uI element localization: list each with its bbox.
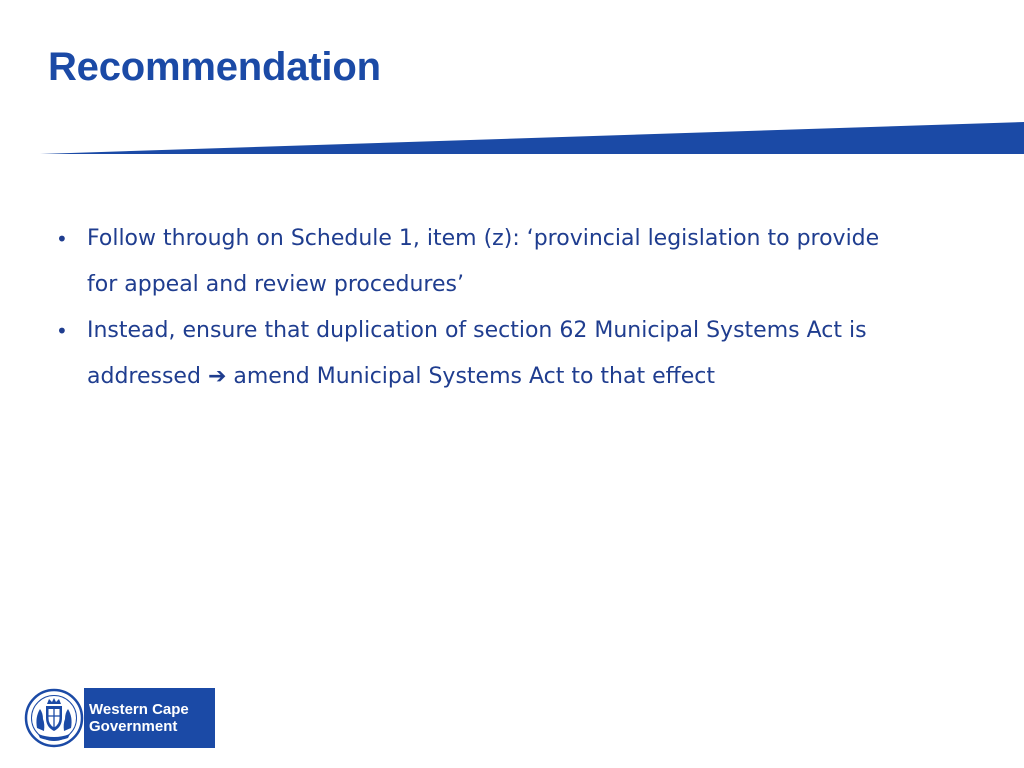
bullet-text-after-arrow: amend Municipal Systems Act to that effect	[226, 364, 716, 389]
bullet-marker: •	[56, 319, 68, 343]
bullet-text: Follow through on Schedule 1, item (z): ‘provincial legislation to provide for appeal and review procedures’	[87, 226, 880, 297]
logo-line-2: Government	[89, 718, 178, 735]
western-cape-government-logo	[24, 688, 215, 748]
header-swoosh-divider	[0, 118, 1024, 158]
coat-of-arms-icon	[24, 688, 84, 748]
bullet-item-duplication	[56, 308, 916, 400]
slide-title: Recommendation	[48, 45, 381, 89]
bullet-item-schedule	[56, 216, 916, 308]
bullet-list	[56, 216, 916, 400]
crest-area	[24, 688, 84, 748]
logo-line-1: Western Cape	[89, 701, 189, 718]
bullet-marker: •	[56, 227, 68, 251]
bullet-text-before-arrow: Instead, ensure that duplication of section 62 Municipal Systems Act is addressed	[87, 318, 867, 389]
logo-wordmark	[84, 688, 215, 748]
right-arrow-icon: ➔	[207, 364, 227, 389]
